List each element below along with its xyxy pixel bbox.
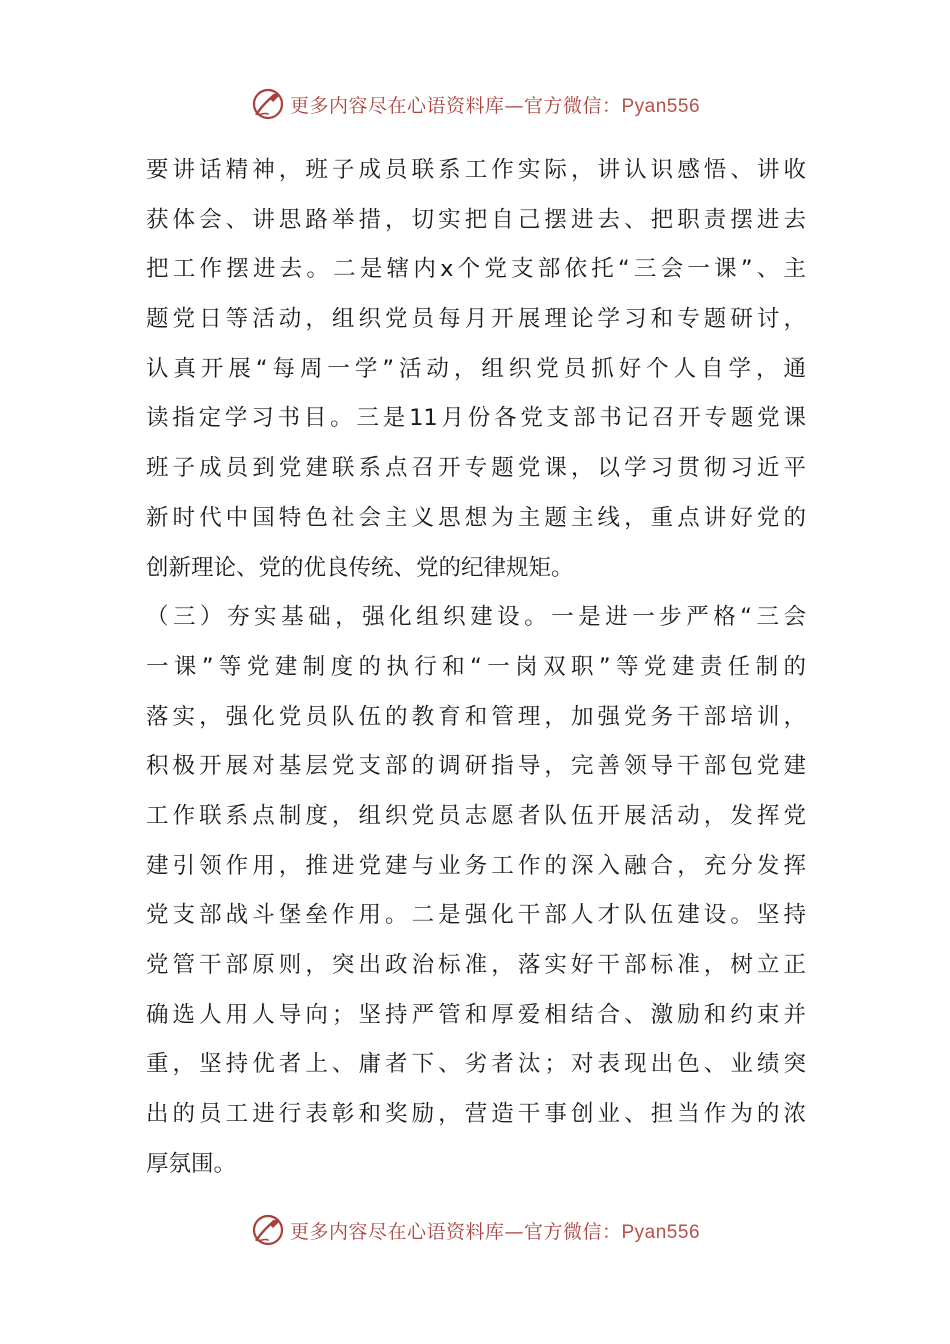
wechat-id: Pyan556	[621, 95, 701, 117]
text-line: 党管干部原则，突出政治标准，落实好干部标准，树立正	[146, 952, 806, 978]
text-line: 一课”等党建制度的执行和“一岗双职”等党建责任制的	[146, 653, 806, 680]
footer-banner	[0, 1210, 950, 1250]
text-line: 厚氛围。	[146, 1150, 237, 1177]
text-line: 积极开展对基层党支部的调研指导，完善领导干部包党建	[146, 753, 806, 780]
text-line: 落实，强化党员队伍的教育和管理，加强党务干部培训，	[146, 703, 806, 730]
banner-text: 更多内容尽在心语资料库—官方微信：Pyan556	[289, 94, 701, 117]
header-banner	[0, 84, 950, 124]
wechat-id: Pyan556	[621, 1221, 701, 1243]
document-body	[146, 146, 806, 1189]
text-line: 重，坚持优者上、庸者下、劣者汰；对表现出色、业绩突	[146, 1051, 806, 1078]
text-line: 要讲话精神，班子成员联系工作实际，讲认识感悟、讲收	[146, 157, 806, 183]
text-line: 新时代中国特色社会主义思想为主题主线，重点讲好党的	[146, 504, 806, 531]
text-line: 题党日等活动，组织党员每月开展理论学习和专题研讨，	[146, 306, 806, 333]
banner-text: 更多内容尽在心语资料库—官方微信：Pyan556	[289, 1220, 701, 1243]
text-line: 班子成员到党建联系点召开专题党课，以学习贯彻习近平	[146, 455, 806, 482]
text-line: 确选人用人导向；坚持严管和厚爱相结合、激励和约束并	[146, 1001, 806, 1028]
text-line: 党支部战斗堡垒作用。二是强化干部人才队伍建设。坚持	[146, 902, 806, 929]
text-line: 读指定学习书目。三是11月份各党支部书记召开专题党课	[146, 405, 806, 432]
text-line: 出的员工进行表彰和奖励，营造干事创业、担当作为的浓	[146, 1101, 806, 1128]
text-line: 建引领作用，推进党建与业务工作的深入融合，充分发挥	[146, 852, 806, 879]
text-line: 获体会、讲思路举措，切实把自己摆进去、把职责摆进去	[146, 206, 806, 233]
text-line: 认真开展“每周一学”活动，组织党员抓好个人自学，通	[146, 355, 806, 382]
text-line: （三）夯实基础，强化组织建设。一是进一步严格“三会	[146, 604, 806, 631]
pen-signature-icon	[250, 1212, 286, 1248]
text-line: 工作联系点制度，组织党员志愿者队伍开展活动，发挥党	[146, 802, 806, 829]
pen-signature-icon	[250, 86, 286, 122]
text-line: 创新理论、党的优良传统、党的纪律规矩。	[146, 554, 574, 581]
text-line: 把工作摆进去。二是辖内x个党支部依托“三会一课”、主	[146, 256, 806, 283]
